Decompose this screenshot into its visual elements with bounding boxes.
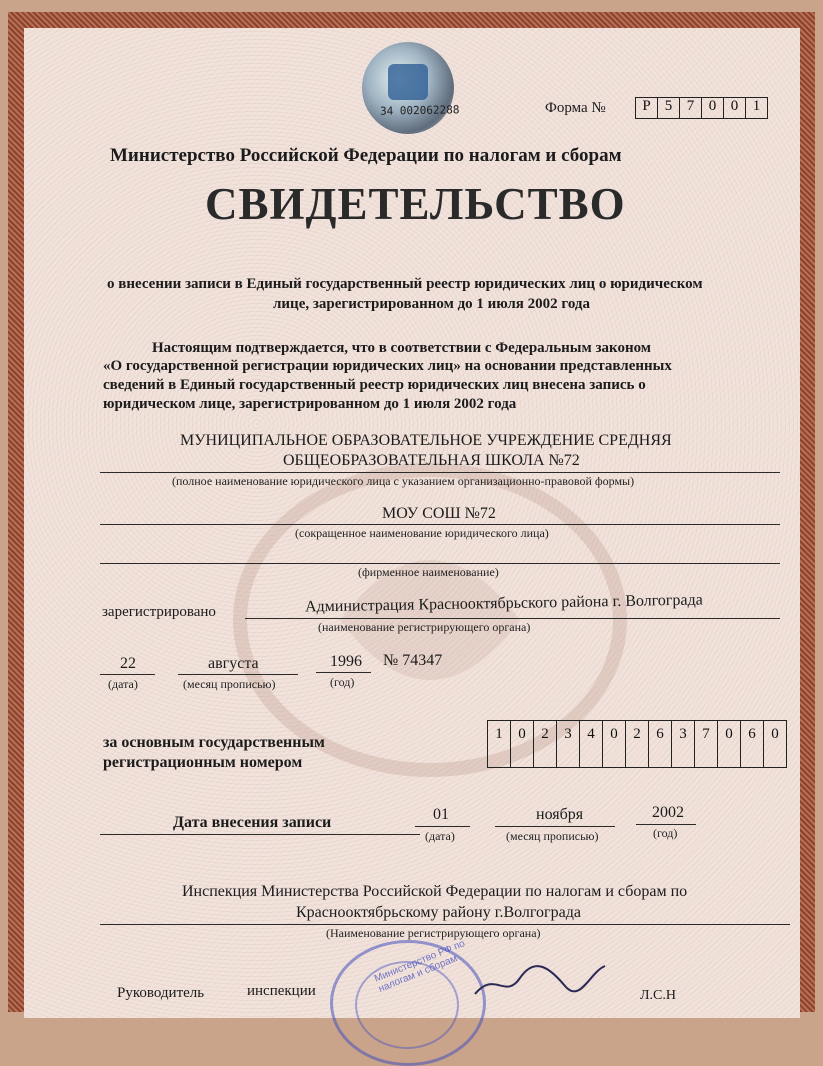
ogrn-label-line-2: регистрационным номером	[103, 754, 303, 771]
ogrn-digit-cell: 0	[763, 720, 787, 768]
document-title: СВИДЕТЕЛЬСТВО	[205, 179, 626, 229]
entry-day: 01	[433, 806, 449, 823]
inspection-line-1: Инспекция Министерства Российской Федерации по налогам и сборам по	[182, 883, 688, 900]
full-name-underline	[100, 472, 780, 473]
registration-year-caption: (год)	[330, 675, 355, 689]
signature	[470, 960, 610, 1000]
ogrn-number-boxes	[487, 720, 786, 768]
inspection-line-2: Краснооктябрьскому району г.Волгограда	[296, 904, 581, 921]
registration-day: 22	[120, 655, 136, 672]
registering-body-caption: (наименование регистрирующего органа)	[318, 620, 531, 634]
head-label: Руководитель	[117, 985, 205, 1001]
firm-name-underline	[100, 563, 780, 564]
registration-day-caption: (дата)	[108, 677, 138, 691]
ogrn-digit-cell: 6	[740, 720, 764, 768]
entry-date-label-underline	[100, 834, 420, 835]
ministry-heading: Министерство Российской Федерации по налогам и сборам	[110, 145, 622, 166]
body-line-3: сведений в Единый государственный реестр юридических лиц внесена запись о	[103, 377, 646, 393]
body-line-4: юридическом лице, зарегистрированном до 1 июля 2002 года	[103, 396, 517, 412]
hologram-number: 34 002062288	[379, 103, 460, 118]
registering-body-underline	[245, 618, 780, 619]
registration-number: № 74347	[383, 652, 443, 669]
entry-day-underline	[415, 826, 470, 827]
entry-year-caption: (год)	[653, 826, 678, 840]
ogrn-digit-cell: 3	[671, 720, 695, 768]
hologram-seal	[362, 42, 454, 134]
form-number-cell: 0	[701, 97, 724, 119]
body-line-2: «О государственной регистрации юридических лиц» на основании представленных	[103, 358, 672, 374]
form-number-cell: 7	[679, 97, 702, 119]
ogrn-digit-cell: 0	[510, 720, 534, 768]
ogrn-digit-cell: 0	[717, 720, 741, 768]
body-line-1: Настоящим подтверждается, что в соответствии с Федеральным законом	[152, 340, 652, 356]
ogrn-label-line-1: за основным государственным	[103, 734, 325, 751]
registering-body: Администрация Краснооктябрьского района г. Волгограда	[304, 591, 703, 616]
full-name-line-1: МУНИЦИПАЛЬНОЕ ОБРАЗОВАТЕЛЬНОЕ УЧРЕЖДЕНИЕ СРЕДНЯЯ	[180, 432, 672, 449]
firm-name-caption: (фирменное наименование)	[358, 565, 499, 579]
entry-day-caption: (дата)	[425, 829, 455, 843]
inspection-underline	[100, 924, 790, 925]
form-number-boxes	[635, 97, 767, 119]
short-name-caption: (сокращенное наименование юридического лица)	[295, 526, 549, 540]
registration-month-underline	[178, 674, 298, 675]
form-number-cell: 0	[723, 97, 746, 119]
full-name-line-2: ОБЩЕОБРАЗОВАТЕЛЬНАЯ ШКОЛА №72	[283, 452, 580, 469]
entry-year: 2002	[652, 804, 684, 821]
short-name-underline	[100, 524, 780, 525]
eagle-icon	[388, 64, 428, 100]
form-number-cell: 5	[657, 97, 680, 119]
registration-month: августа	[208, 655, 259, 672]
ogrn-digit-cell: 2	[533, 720, 557, 768]
full-name-caption: (полное наименование юридического лица с указанием организационно-правовой формы)	[172, 474, 635, 488]
registration-day-underline	[100, 674, 155, 675]
ogrn-digit-cell: 7	[694, 720, 718, 768]
registration-month-caption: (месяц прописью)	[183, 677, 276, 691]
ogrn-digit-cell: 2	[625, 720, 649, 768]
inspection-word: инспекции	[247, 983, 316, 999]
form-number-cell: 1	[745, 97, 768, 119]
form-label: Форма №	[545, 100, 606, 116]
ogrn-digit-cell: 3	[556, 720, 580, 768]
ogrn-digit-cell: 1	[487, 720, 511, 768]
stamp-text: Министерство РФ по налогам и сборам	[372, 938, 467, 995]
official-stamp	[330, 940, 486, 1066]
ogrn-digit-cell: 6	[648, 720, 672, 768]
entry-month-underline	[495, 826, 615, 827]
entry-year-underline	[636, 824, 696, 825]
ogrn-digit-cell: 0	[602, 720, 626, 768]
registration-year: 1996	[330, 653, 362, 670]
form-number-cell: Р	[635, 97, 658, 119]
subtitle-line-2: лице, зарегистрированном до 1 июля 2002 года	[273, 296, 591, 312]
short-name: МОУ СОШ №72	[382, 505, 496, 522]
entry-date-label: Дата внесения записи	[173, 814, 332, 831]
entry-month-caption: (месяц прописью)	[506, 829, 599, 843]
registered-label: зарегистрировано	[102, 604, 216, 620]
entry-month: ноября	[536, 806, 584, 823]
registration-year-underline	[316, 672, 371, 673]
subtitle-line-1: о внесении записи в Единый государственный реестр юридических лиц о юридическом	[107, 276, 703, 292]
signer-name: Л.С.Н	[640, 988, 676, 1003]
inspection-caption: (Наименование регистрирующего органа)	[326, 926, 541, 940]
ogrn-digit-cell: 4	[579, 720, 603, 768]
